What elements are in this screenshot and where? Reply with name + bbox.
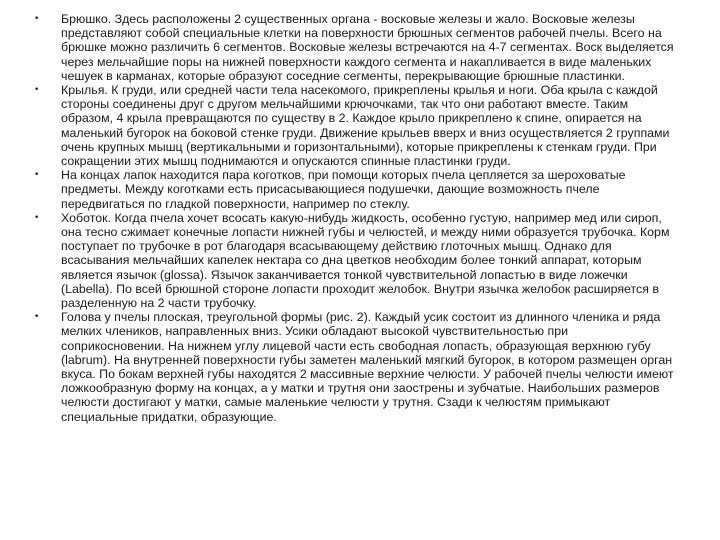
bullet-icon: • <box>34 170 40 181</box>
bullet-icon: • <box>34 14 40 24</box>
list-item-wings <box>34 83 674 168</box>
bullet-list <box>34 12 674 424</box>
list-item-text: Голова у пчелы плоская, треугольной формы (рис. 2). Каждый усик состоит из длинного членика и ряда мелких члеников, направленных вниз. Усики обладают высокой чувствительностью при соприкосновении. На нижнем углу лицевой части есть свободная лопасть, образующая верхнюю губу (labrum). На внутренней поверхности губы заметен маленький мягкий бугорок, в котором размещен орган вкуса. По бокам верхней губы находятся 2 массивные верхние челюсти. У рабочей пчелы челюсти имеют ложкообразную форму на концах, а у матки и трутня они заострены и зубчатые. Наибольших размеров челюсти достигают у матки, самые маленькие челюсти у трутня. Сзади к челюстям примыкают специальные придатки, образующие. <box>61 310 674 424</box>
list-item-text: Хоботок. Когда пчела хочет всосать какую-нибудь жидкость, особенно густую, например мед или сироп, она тесно сжимает конечные лопасти нижней губы и челюстей, и между ними образуется трубочка. Корм поступает по трубочке в рот благодаря всасывающему действию глоточных мышц. Однако для всасывания мельчайших капелек нектара со дна цветков необходим более тонкий аппарат, которым является язычок (glossa). Язычок заканчивается тонкой чувствительной лопастью в виде ложечки (Labella). По всей брюшной стороне лопасти проходит желобок. Внутри язычка желобок расширяется в разделенную на 2 части трубочку. <box>61 210 670 311</box>
list-item-head <box>34 310 674 424</box>
bullet-icon: • <box>34 312 40 323</box>
list-item-text: Крылья. К груди, или средней части тела насекомого, прикреплены крылья и ноги. Оба крыла с каждой стороны соединены друг с другом мельчайшими крючочками, так что они работают вместе. Таким образом, 4 крыла превращаются по существу в 2. Каждое крыло прикреплено к спине, опирается на маленький бугорок на боковой стенке груди. Движение крыльев вверх и вниз осуществляется 2 группами очень крупных мышц (вертикальными и горизонтальными), которые прикреплены к стенкам груди. При сокращении этих мышц поднимаются и опускаются спинные пластинки груди. <box>61 83 670 169</box>
bullet-icon: • <box>34 212 40 223</box>
list-item-text: Брюшко. Здесь расположены 2 существенных органа - восковые железы и жало. Восковые железы представляют собой специальные клетки на поверхности брюшных сегментов рабочей пчелы. Всего на брюшке можно различить 6 сегментов. Восковые железы встречаются на 4-7 сегментах. Воск выделяется через мельчайшие поры на нижней поверхности каждого сегмента и накапливается в виде маленьких чешуек в карманах, которые образуют соседние сегменты, перекрывающие брюшные пластинки. <box>61 12 674 83</box>
list-item-proboscis <box>34 211 674 310</box>
bullet-icon: • <box>34 85 40 96</box>
list-item-abdomen <box>34 12 674 83</box>
list-item-claws <box>34 168 674 211</box>
list-item-text: На концах лапок находится пара коготков, при помощи которых пчела цепляется за шероховатые предметы. Между коготками есть присасывающиеся подушечки, дающие возможность пчеле передвигаться по гладкой поверхности, например по стеклу. <box>61 168 626 211</box>
